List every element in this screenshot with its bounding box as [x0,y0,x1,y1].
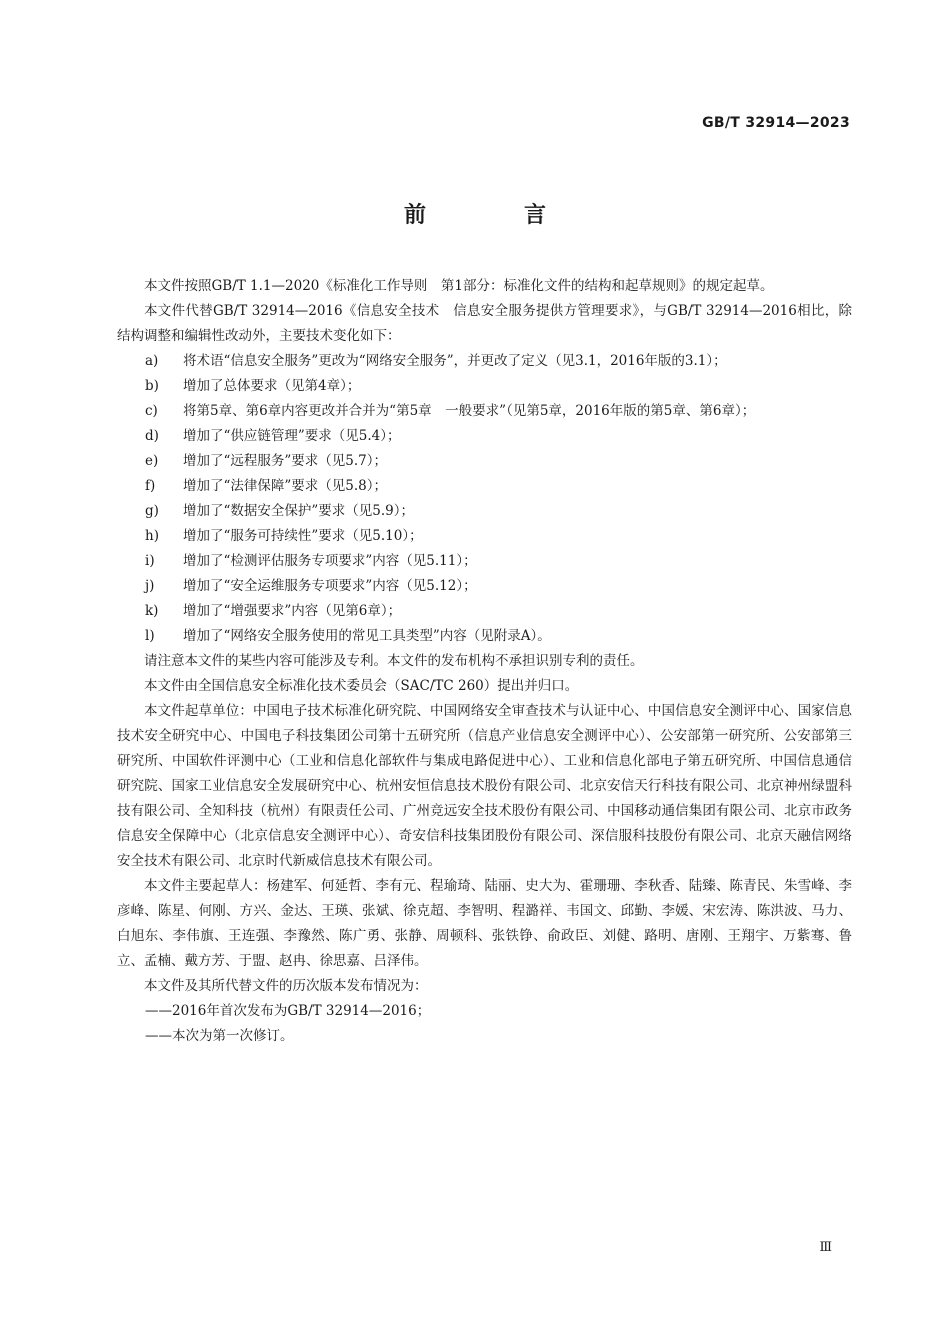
standard-code: GB/T 32914—2023 [702,115,850,131]
paragraph-replacement: 本文件代替GB/T 32914—2016《信息安全技术 信息安全服务提供方管理要求》，与GB/T 32914—2016相比，除结构调整和编辑性改动外，主要技术变化如下： [117,303,852,344]
list-item-label: i) [145,553,155,569]
list-item-text: 增加了“检测评估服务专项要求”内容（见5.11）； [183,553,477,569]
history-item: ——本次为第一次修订。 [145,1028,294,1044]
list-item-label: j) [145,578,155,594]
list-item-text: 增加了总体要求（见第4章）； [183,378,361,394]
list-item-text: 增加了“供应链管理”要求（见5.4）； [183,428,401,444]
list-item [117,399,852,424]
list-item-label: l) [145,628,155,644]
list-item-label: c) [145,403,158,419]
page-title: 前 言 [403,203,584,228]
list-item-label: k) [145,603,159,619]
list-item-label: g) [145,503,159,519]
list-item [117,424,852,449]
list-item [117,549,852,574]
list-item [117,624,852,649]
list-item-text: 增加了“法律保障”要求（见5.8）； [183,478,388,494]
list-item-text: 增加了“数据安全保护”要求（见5.9）； [183,503,415,519]
paragraph-committee: 本文件由全国信息安全标准化技术委员会（SAC/TC 260）提出并归口。 [144,678,579,694]
page-number: Ⅲ [819,1240,832,1255]
paragraph-drafting-units: 本文件起草单位：中国电子技术标准化研究院、中国网络安全审查技术与认证中心、中国信息安全测评中心、国家信息技术安全研究中心、中国电子科技集团公司第十五研究所（信息产业信息安全测评中心）、公安部第一研究所、公安部第三研究所、中国软件评测中心（工业和信息化部软件与集成电路促进中心）、工业和信息化部电子第五研究所、中国信息通信研究院、国家工业信息安全发展研究中心、杭州安恒信息技术股份有限公司、北京安信天行科技有限公司、北京神州绿盟科技有限公司、全知科技（杭州）有限责任公司、广州竞远安全技术股份有限公司、中国移动通信集团有限公司、北京市政务信息安全保障中心（北京信息安全测评中心）、奇安信科技集团股份有限公司、深信服科技股份有限公司、北京天融信网络安全技术有限公司、北京时代新威信息技术有限公司。 [117,703,852,869]
paragraph-patent-notice: 请注意本文件的某些内容可能涉及专利。本文件的发布机构不承担识别专利的责任。 [144,653,644,669]
paragraph-drafting-rules: 本文件按照GB/T 1.1—2020《标准化工作导则 第1部分：标准化文件的结构和起草规则》的规定起草。 [144,278,774,294]
list-item-text: 将第5章、第6章内容更改并合并为“第5章 一般要求”（见第5章，2016年版的第5章、第6章）； [183,403,756,419]
list-item-text: 增加了“安全运维服务专项要求”内容（见5.12）； [183,578,477,594]
document-body [117,274,852,1049]
list-item-text: 增加了“网络安全服务使用的常见工具类型”内容（见附录A）。 [183,628,551,644]
list-item-text: 增加了“服务可持续性”要求（见5.10）； [183,528,423,544]
list-item [117,574,852,599]
list-item-label: d) [145,428,159,444]
list-item-text: 增加了“远程服务”要求（见5.7）； [183,453,388,469]
list-item-label: a) [145,353,159,369]
changes-list [117,349,852,649]
paragraph-history-intro: 本文件及其所代替文件的历次版本发布情况为： [144,978,428,994]
list-item [117,449,852,474]
list-item-text: 增加了“增强要求”内容（见第6章）； [183,603,402,619]
list-item [117,524,852,549]
list-item [117,499,852,524]
list-item-label: f) [145,478,156,494]
history-item: ——2016年首次发布为GB/T 32914—2016； [145,1003,431,1019]
list-item [117,474,852,499]
list-item-label: b) [145,378,159,394]
list-item-label: e) [145,453,159,469]
list-item [117,349,852,374]
paragraph-drafters: 本文件主要起草人：杨建军、何延哲、李有元、程瑜琦、陆丽、史大为、霍珊珊、李秋香、陆臻、陈青民、朱雪峰、李彦峰、陈星、何刚、方兴、金达、王瑛、张斌、徐克超、李智明、程潞祥、韦国文、邱勤、李媛、宋宏涛、陈洪波、马力、白旭东、李伟旗、王连强、李豫然、陈广勇、张静、周顿科、张铁铮、俞政臣、刘健、路明、唐刚、王翔宇、万紫骞、鲁立、孟楠、戴方芳、于盟、赵冉、徐思嘉、吕泽伟。 [117,878,852,969]
list-item-text: 将术语“信息安全服务”更改为“网络安全服务”，并更改了定义（见3.1，2016年版的3.1）； [183,353,727,369]
list-item-label: h) [145,528,159,544]
list-item [117,374,852,399]
list-item [117,599,852,624]
